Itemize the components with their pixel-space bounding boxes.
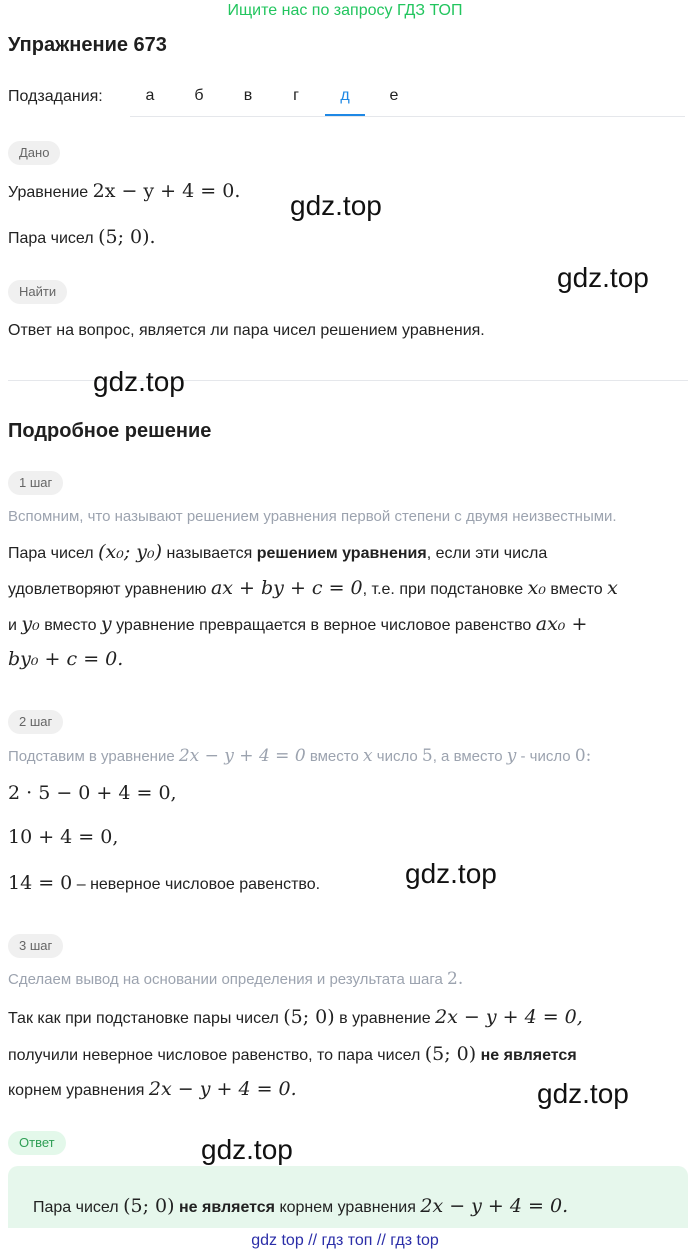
step2-hint-text: Подставим в уравнение [8, 748, 175, 765]
watermark: gdz.top [93, 366, 185, 397]
step3-line2 [8, 1043, 577, 1065]
step3-l1-math: (5; 0) [283, 1006, 335, 1028]
answer-bold: не является [178, 1199, 275, 1216]
step2-calc1-math: 2 · 5 − 0 + 4 = 0, [8, 782, 177, 804]
find-text: Ответ на вопрос, является ли пара чисел решением уравнения. [8, 322, 485, 339]
step3-line3 [8, 1078, 297, 1100]
step2-hint [8, 746, 591, 766]
step3-hint-math: 2. [447, 969, 464, 989]
step1-l2-text3: вместо [550, 581, 603, 598]
step3-chip: 3 шаг [8, 934, 63, 958]
watermark: gdz.top [537, 1078, 629, 1109]
step1-chip: 1 шаг [8, 471, 63, 495]
step2-hint-math: 2x − y + 4 = 0 [178, 746, 306, 766]
step2-calc2 [8, 826, 118, 848]
step3-l1-text2: в уравнение [339, 1010, 431, 1027]
footer-separator: // [308, 1232, 318, 1249]
subtasks-label: Подзадания: [8, 88, 103, 105]
step1-l4-math: by₀ + c = 0. [8, 648, 124, 670]
given-eq-prefix: Уравнение [8, 184, 89, 201]
step2-hint-text2: вместо [309, 748, 359, 765]
step1-l3-math3: ax₀ + [535, 613, 588, 635]
given-pair: (5; 0). [98, 226, 156, 248]
watermark: gdz.top [405, 858, 497, 889]
step1-l2-math: ax + by + c = 0 [210, 577, 363, 599]
footer-link-gdz-top-mixed[interactable]: гдз top [390, 1232, 439, 1249]
step3-l2-text: получили неверное числовое равенство, то пара чисел [8, 1047, 421, 1064]
step2-calc1 [8, 782, 177, 804]
step1-hint: Вспомним, что называют решением уравнения первой степени с двумя неизвестными. [8, 508, 617, 525]
step1-l2-text2: , т.е. при подстановке [362, 581, 524, 598]
answer-text [33, 1195, 568, 1217]
given-equation: 2x − y + 4 = 0. [92, 180, 241, 202]
watermark: gdz.top [290, 190, 382, 221]
step1-l3-math2: y [100, 613, 112, 635]
step3-l3-math: 2x − y + 4 = 0. [148, 1078, 297, 1100]
given-pair-line [8, 226, 156, 248]
step2-calc3 [8, 872, 320, 894]
tab-g[interactable]: г [293, 87, 299, 104]
step1-l3-text: и [8, 617, 17, 634]
answer-text-b: корнем уравнения [279, 1199, 416, 1216]
tab-a[interactable]: а [145, 87, 155, 104]
step2-calc3-math: 14 = 0 [8, 872, 73, 894]
step2-hint-math5: 0: [574, 746, 592, 766]
step1-l1-bold: решением уравнения [256, 545, 427, 562]
step1-line1 [8, 541, 547, 563]
step2-hint-text3: число [376, 748, 418, 765]
step1-l1-text2: называется [166, 545, 253, 562]
tab-e[interactable]: е [389, 87, 399, 104]
step3-hint [8, 969, 463, 989]
tab-b[interactable]: б [194, 87, 204, 104]
tab-d-active[interactable]: д [325, 80, 365, 116]
step1-l2-text: удовлетворяют уравнению [8, 581, 207, 598]
step1-l1-math: (x₀; y₀) [98, 541, 163, 563]
step3-l2-bold: не является [480, 1047, 577, 1064]
given-pair-prefix: Пара чисел [8, 230, 94, 247]
step1-l2-math2: x₀ [527, 577, 546, 599]
footer-link-gdz-top-ru[interactable]: гдз топ [321, 1232, 373, 1249]
step3-l3-text: корнем уравнения [8, 1082, 145, 1099]
step3-l1-math2: 2x − y + 4 = 0, [435, 1006, 583, 1028]
given-chip: Дано [8, 141, 60, 165]
tab-v[interactable]: в [243, 87, 253, 104]
promo-banner: Ищите нас по запросу ГДЗ ТОП [227, 2, 463, 19]
step3-hint-text: Сделаем вывод на основании определения и результата шага [8, 971, 443, 988]
solution-title: Подробное решение [8, 420, 212, 442]
answer-chip: Ответ [8, 1131, 66, 1155]
step2-hint-math2: x [362, 746, 373, 766]
watermark: gdz.top [557, 262, 649, 293]
step2-calc3-text: – неверное числовое равенство. [76, 876, 321, 893]
footer-link-gdz-top[interactable]: gdz top [251, 1232, 304, 1249]
step3-l2-math: (5; 0) [424, 1043, 477, 1065]
step1-l1-text3: , если эти числа [426, 545, 548, 562]
step1-line2 [8, 577, 618, 599]
step1-l3-text3: уравнение превращается в верное числовое равенство [116, 617, 532, 634]
subtask-tabs [130, 80, 685, 117]
step1-line4 [8, 648, 123, 670]
answer-math2: 2x − y + 4 = 0. [420, 1195, 569, 1217]
find-chip: Найти [8, 280, 67, 304]
page-title: Упражнение 673 [8, 34, 167, 56]
step2-hint-math4: y [506, 746, 517, 766]
step2-calc2-math: 10 + 4 = 0, [8, 826, 119, 848]
footer-separator: // [376, 1232, 386, 1249]
answer-text-a: Пара чисел [33, 1199, 119, 1216]
answer-math1: (5; 0) [123, 1195, 175, 1217]
step2-chip: 2 шаг [8, 710, 63, 734]
step1-l3-math: y₀ [21, 613, 40, 635]
step1-l2-math3: x [607, 577, 618, 599]
watermark: gdz.top [201, 1134, 293, 1165]
step2-hint-text4: , а вместо [432, 748, 503, 765]
step2-hint-text5: - число [520, 748, 571, 765]
footer-links [0, 1228, 690, 1255]
step2-hint-math3: 5 [421, 746, 433, 766]
step3-l1-text: Так как при подстановке пары чисел [8, 1010, 279, 1027]
step1-l1-text: Пара чисел [8, 545, 94, 562]
given-equation-line [8, 180, 240, 202]
step1-line3 [8, 613, 587, 635]
step1-l3-text2: вместо [44, 617, 97, 634]
step3-line1 [8, 1006, 583, 1028]
